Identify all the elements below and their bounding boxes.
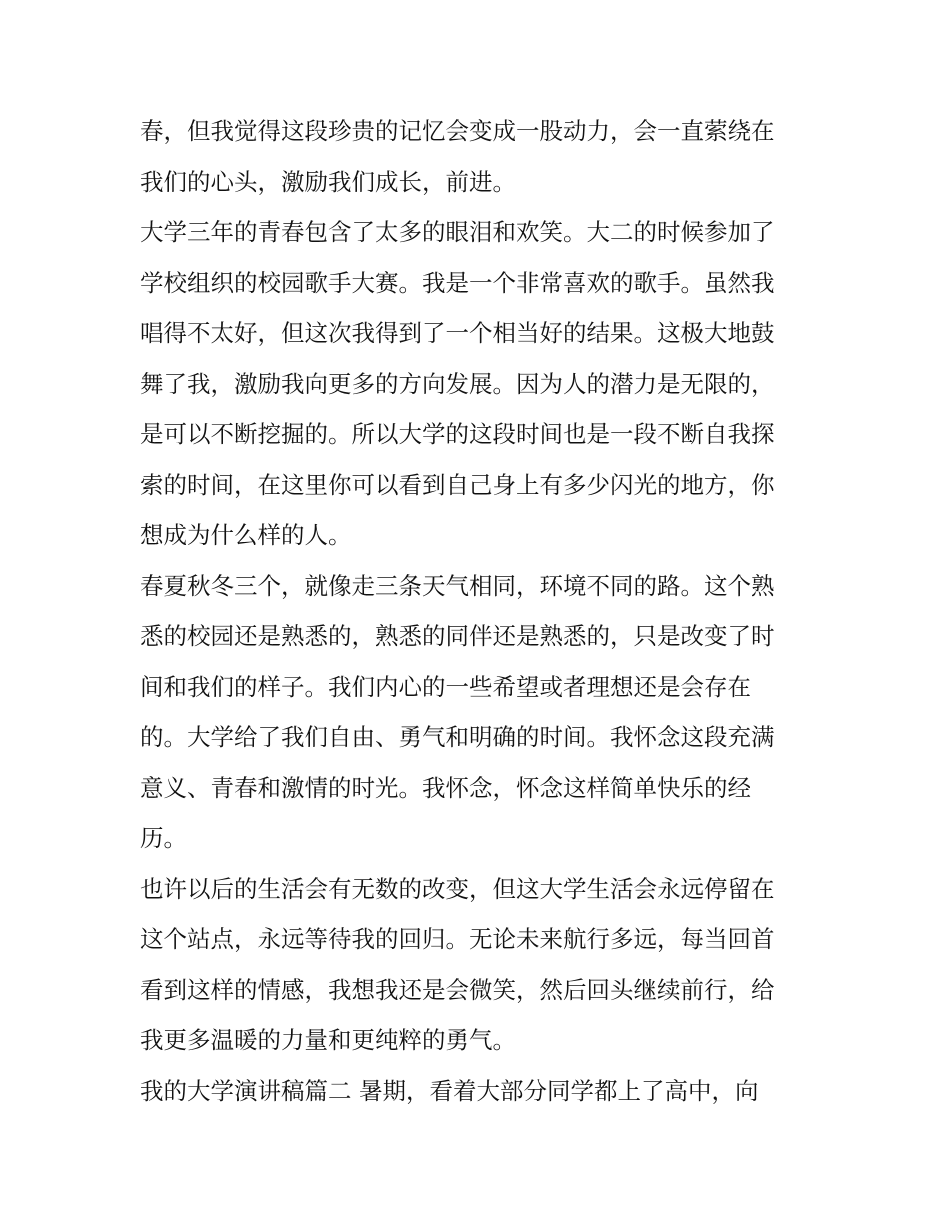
text-line: 这个站点，永远等待我的回归。无论未来航行多远，每当回首 (140, 925, 775, 953)
text-line: 悉的校园还是熟悉的，熟悉的同伴还是熟悉的，只是改变了时 (140, 622, 775, 650)
text-line: 历。 (140, 824, 187, 852)
text-line: 我的大学演讲稿篇二 暑期，看着大部分同学都上了高中，向 (140, 1076, 759, 1105)
text-line: 舞了我，激励我向更多的方向发展。因为人的潜力是无限的， (140, 369, 775, 398)
text-line: 看到这样的情感，我想我还是会微笑，然后回头继续前行，给 (140, 975, 775, 1004)
text-line: 大学三年的青春包含了太多的眼泪和欢笑。大二的时候参加了 (140, 218, 775, 246)
text-line: 唱得不太好，但这次我得到了一个相当好的结果。这极大地鼓 (140, 319, 775, 347)
text-line: 学校组织的校园歌手大赛。我是一个非常喜欢的歌手。虽然我 (140, 268, 775, 297)
text-line: 索的时间，在这里你可以看到自己身上有多少闪光的地方，你 (140, 470, 775, 499)
text-line: 我们的心头，激励我们成长，前进。 (140, 167, 516, 196)
text-line: 春，但我觉得这段珍贵的记忆会变成一股动力，会一直萦绕在 (140, 117, 775, 145)
text-line: 意义、青春和激情的时光。我怀念，怀念这样简单快乐的经 (140, 773, 751, 802)
text-line: 春夏秋冬三个，就像走三条天气相同，环境不同的路。这个熟 (140, 571, 775, 600)
text-line: 间和我们的样子。我们内心的一些希望或者理想还是会存在 (140, 672, 751, 701)
text-line: 想成为什么样的人。 (140, 521, 352, 549)
text-line: 我更多温暖的力量和更纯粹的勇气。 (140, 1026, 516, 1054)
document-body (140, 106, 812, 1116)
text-line: 是可以不断挖掘的。所以大学的这段时间也是一段不断自我探 (140, 420, 775, 448)
text-line: 的。大学给了我们自由、勇气和明确的时间。我怀念这段充满 (140, 723, 775, 751)
text-line: 也许以后的生活会有无数的改变，但这大学生活会永远停留在 (140, 874, 775, 903)
